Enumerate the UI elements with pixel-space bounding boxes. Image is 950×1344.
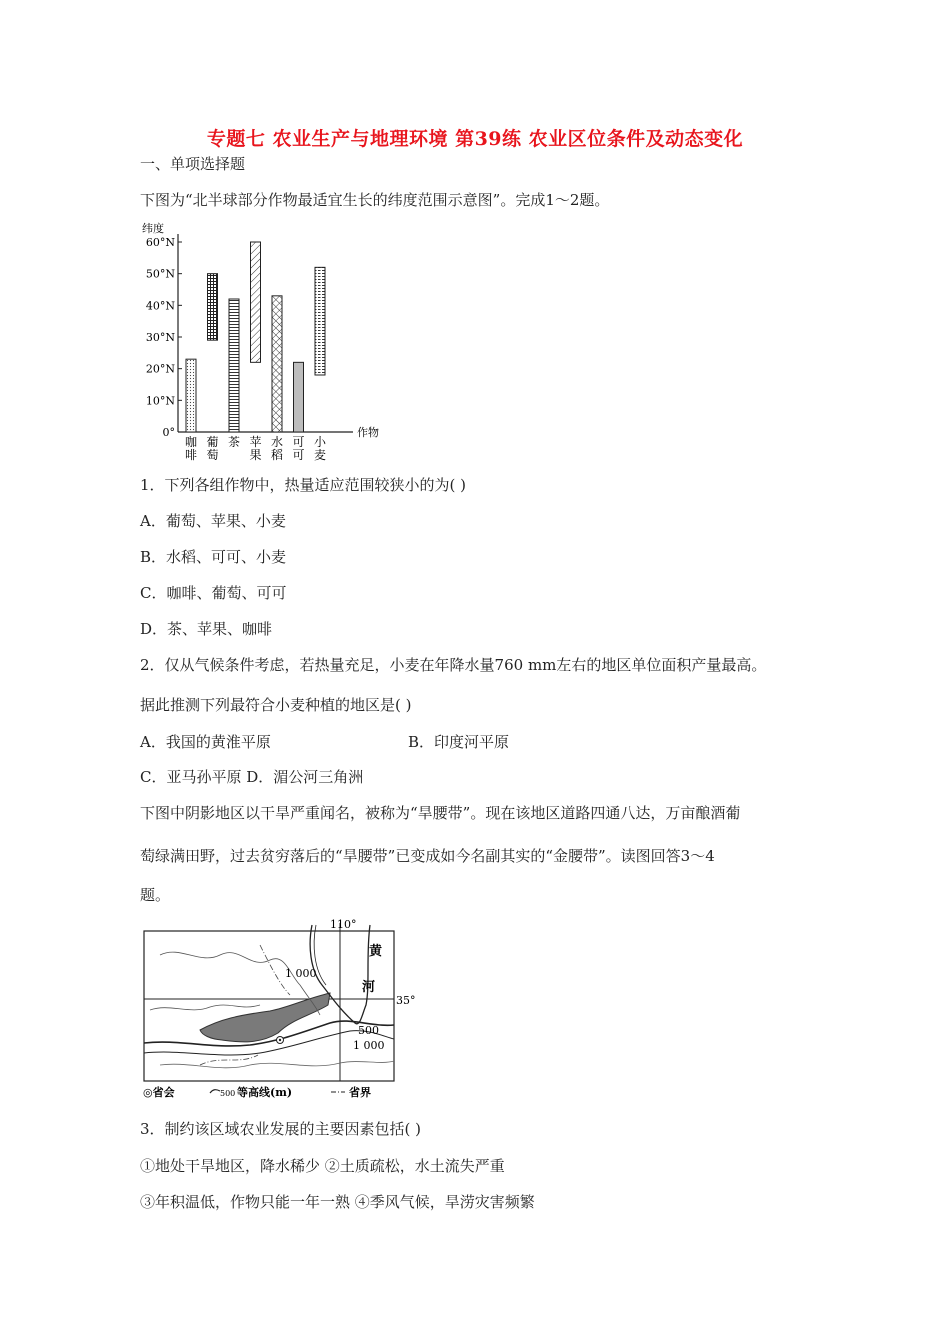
longitude-label: 110° [330,918,357,931]
intro-text-1: 下图为“北半球部分作物最适宜生长的纬度范围示意图”。完成1～2题。 [140,191,610,209]
y-tick-label: 60°N [145,236,175,249]
latitude-label: 35° [396,994,416,1007]
y-tick-label: 20°N [145,362,175,376]
y-tick-label: 50°N [145,267,175,281]
contour-label-500: 500 [358,1024,379,1037]
y-tick-label: 10°N [145,394,175,408]
legend-contour-symbol [210,1090,220,1093]
intro-text-2-line3: 题。 [140,886,171,904]
river-label-1: 黄 [369,944,383,959]
category-label: 可 [292,448,305,462]
bar-4 [251,242,261,362]
legend-contour: 等高线(m) [237,1086,293,1099]
river-label-2: 河 [362,980,376,995]
y-tick-label: 40°N [145,299,175,313]
question-2-stem-line1: 2．仅从气候条件考虑，若热量充足，小麦在年降水量760 mm左右的地区单位面积产量最高。 [140,656,767,674]
category-label: 水 [270,435,284,449]
question-2-option-b: B．印度河平原 [408,733,510,751]
x-axis-label: 作物 [357,426,379,439]
drought-belt-map [140,915,416,1100]
category-label: 果 [249,448,262,462]
contour-label-1000-b: 1 000 [353,1039,385,1052]
question-1-option-a: A．葡萄、苹果、小麦 [140,512,286,530]
question-1-option-c: C．咖啡、葡萄、可可 [140,584,287,602]
y-tick-label: 0° [162,426,175,439]
bar-3 [229,299,239,432]
category-label: 啡 [184,448,198,462]
question-3-stem: 3．制约该区域农业发展的主要因素包括( ) [140,1120,422,1138]
contour-label-1000-a: 1 000 [285,967,317,980]
page-title: 专题七 农业生产与地理环境 第39练 农业区位条件及动态变化 [206,128,744,150]
y-tick-label: 30°N [145,331,175,344]
category-label: 苹 [249,435,262,449]
category-label: 麦 [313,448,327,462]
bar-5 [272,296,282,432]
intro-text-2-line1: 下图中阴影地区以干旱严重闻名，被称为“旱腰带”。现在该地区道路四通八达，万亩酿酒葡 [140,804,741,822]
bar-1 [186,359,196,432]
category-label: 可 [292,435,305,449]
question-2-option-cd: C．亚马孙平原 D．湄公河三角洲 [140,768,364,786]
legend-border: 省界 [349,1086,371,1099]
question-1-stem: 1．下列各组作物中，热量适应范围较狭小的为( ) [140,476,467,494]
section-heading: 一、单项选择题 [140,155,246,173]
category-label: 咖 [184,435,198,449]
question-1-option-b: B．水稻、可可、小麦 [140,548,287,566]
question-1-option-d: D．茶、苹果、咖啡 [140,620,273,638]
intro-text-2-line2: 萄绿满田野，过去贫穷落后的“旱腰带”已变成如今名副其实的“金腰带”。读图回答3～4 [140,847,715,865]
question-3-statement-3-4: ③年积温低，作物只能一年一熟 ④季风气候，旱涝灾害频繁 [140,1193,535,1211]
legend-capital: ◎省会 [143,1086,175,1099]
category-label: 萄 [206,448,219,462]
legend-contour-value: 500 [220,1089,236,1098]
category-label: 小 [313,435,327,449]
bar-2 [208,274,218,341]
latitude-range-chart [138,218,398,466]
category-label: 稻 [270,448,284,462]
bar-7 [315,267,325,375]
bar-6 [294,362,304,432]
y-axis-label: 纬度 [142,222,164,235]
question-3-statement-1-2: ①地处干旱地区，降水稀少 ②土质疏松，水土流失严重 [140,1157,505,1175]
category-label: 葡 [206,435,219,449]
question-2-option-a: A．我国的黄淮平原 [140,733,271,751]
question-2-stem-line2: 据此推测下列最符合小麦种植的地区是( ) [140,696,412,714]
category-label: 茶 [227,435,241,449]
